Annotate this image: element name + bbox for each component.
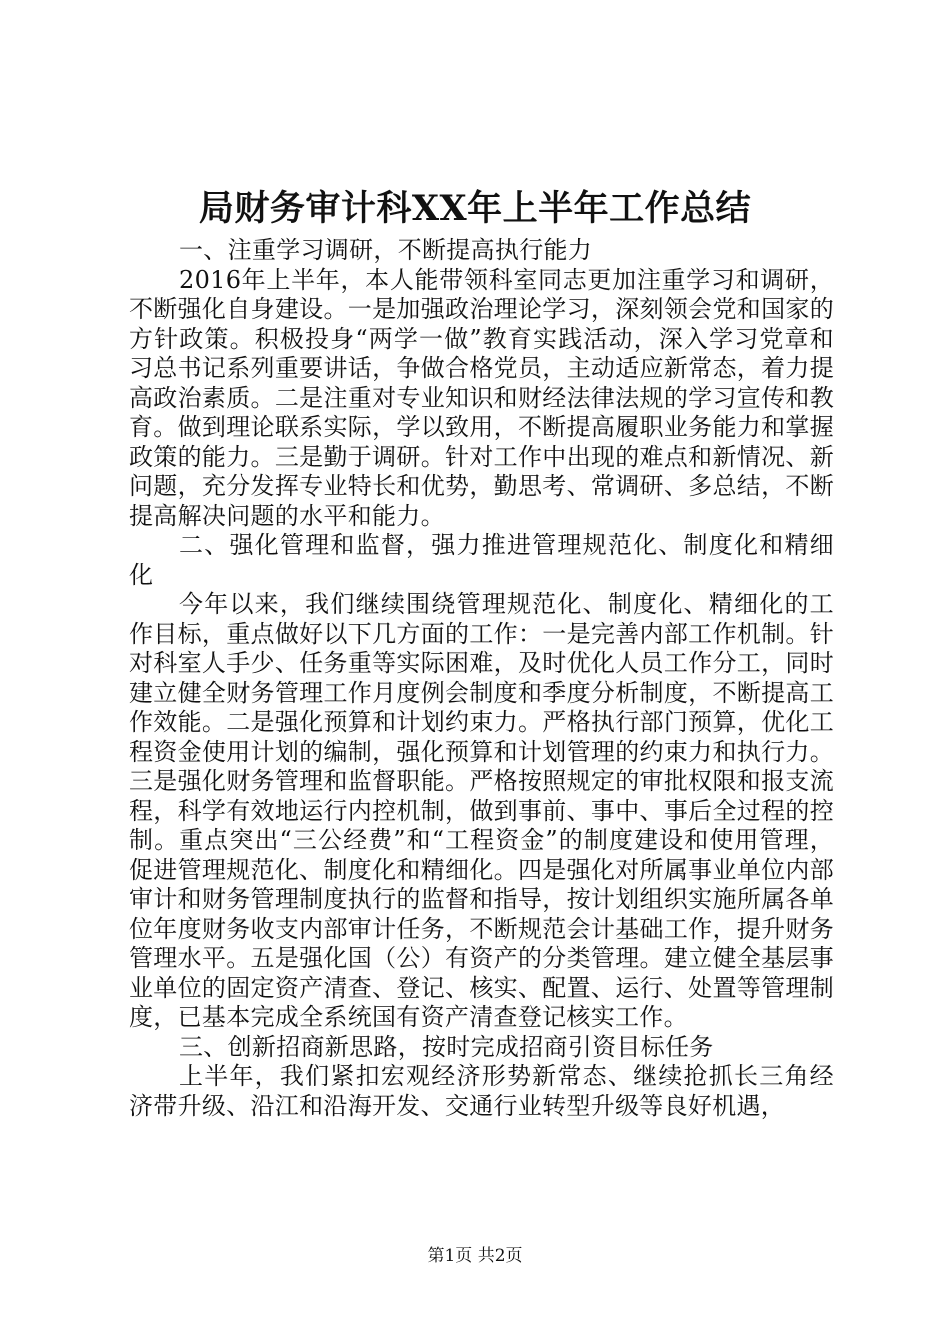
document-title: 局财务审计科XX年上半年工作总结: [198, 188, 752, 229]
paragraph-2: 今年以来，我们继续围绕管理规范化、制度化、精细化的工作目标，重点做好以下几方面的工作：一是完善内部工作机制。针对科室人手少、任务重等实际困难，及时优化人员工作分工，同时建立健全财务管理工作月度例会制度和季度分析制度，不断提高工作效能。二是强化预算和计划约束力。严格执行部门预算，优化工程资金使用计划的编制，强化预算和计划管理的约束力和执行力。三是强化财务管理和监督职能。严格按照规定的审批权限和报支流程，科学有效地运行内控机制，做到事前、事中、事后全过程的控制。重点突出“三公经费”和“工程资金”的制度建设和使用管理，促进管理规范化、制度化和精细化。四是强化对所属事业单位内部审计和财务管理制度执行的监督和指导，按计划组织实施所属各单位年度财务收支内部审计任务，不断规范会计基础工作，提升财务管理水平。五是强化国（公）有资产的分类管理。建立健全基层事业单位的固定资产清查、登记、核实、配置、运行、处置等管理制度，已基本完成全系统国有资产清查登记核实工作。: [129, 590, 834, 1031]
section-heading-1: 一、注重学习调研，不断提高执行能力: [179, 236, 593, 264]
page-footer: 第1页 共2页: [427, 1246, 523, 1266]
paragraph-1: 2016年上半年，本人能带领科室同志更加注重学习和调研，不断强化自身建设。一是加强政治理论学习，深刻领会党和国家的方针政策。积极投身“两学一做”教育实践活动，深入学习党章和习总书记系列重要讲话，争做合格党员，主动适应新常态，着力提高政治素质。二是注重对专业知识和财经法律法规的学习宣传和教育。做到理论联系实际，学以致用，不断提高履职业务能力和掌握政策的能力。三是勤于调研。针对工作中出现的难点和新情况、新问题，充分发挥专业特长和优势，勤思考、常调研、多总结，不断提高解决问题的水平和能力。: [129, 265, 834, 530]
document-body: [129, 236, 834, 1121]
section-heading-3: 三、创新招商新思路，按时完成招商引资目标任务: [179, 1032, 714, 1061]
paragraph-3: 上半年，我们紧扣宏观经济形势新常态、继续抢抓长三角经济带升级、沿江和沿海开发、交通行业转型升级等良好机遇，: [129, 1062, 834, 1120]
section-heading-2: 二、强化管理和监督，强力推进管理规范化、制度化和精细化: [129, 531, 834, 589]
